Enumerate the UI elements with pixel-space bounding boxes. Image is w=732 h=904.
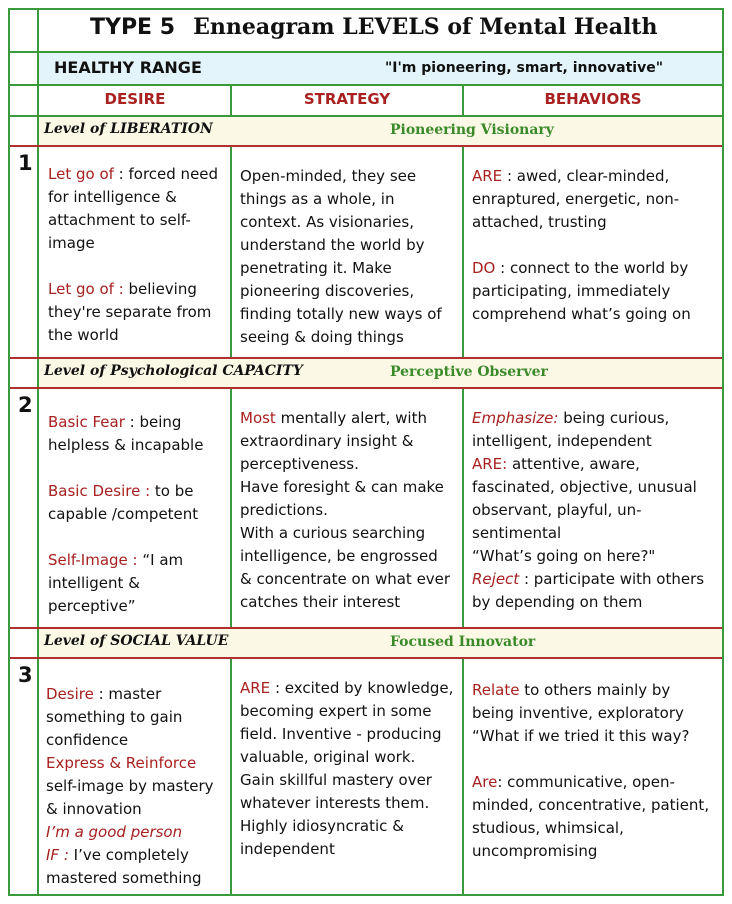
behavior-text: : participate with others by depending on them — [472, 570, 705, 611]
strategy-line: With a curious searching intelligence, be engrossed & concentrate on what ever catches their interest — [240, 524, 451, 611]
divider — [10, 894, 722, 896]
desire-text: I’ve completely mastered something — [46, 846, 202, 887]
behavior-text: attentive, aware, fascinated, objective, unusual observant, playful, un-sentimental — [472, 455, 697, 542]
level-2-body — [10, 389, 722, 627]
column-divider — [462, 389, 464, 627]
level-2-name: Level of Psychological CAPACITY — [44, 363, 303, 379]
gutter — [10, 389, 39, 627]
behavior-entry — [472, 453, 718, 545]
level-1-title: Pioneering Visionary — [390, 122, 554, 138]
desire-entry — [46, 683, 226, 752]
level-3-behaviors — [472, 679, 712, 863]
level-1-behaviors — [472, 165, 712, 326]
level-3-number: 3 — [18, 663, 33, 687]
behavior-text: “What’s going on here?" — [472, 547, 656, 565]
desire-key: I’m a good person — [46, 823, 183, 841]
desire-key: Express & Reinforce — [46, 754, 197, 772]
gutter — [10, 147, 39, 357]
column-header-desire: DESIRE — [104, 90, 166, 108]
level-3-name: Level of SOCIAL VALUE — [44, 633, 229, 649]
column-divider — [230, 659, 232, 894]
desire-entry — [48, 163, 226, 255]
behavior-key: Reject — [472, 570, 520, 588]
levels-table — [8, 8, 724, 896]
behavior-text: to others mainly by being inventive, exploratory “What if we tried it this way? — [472, 681, 690, 745]
desire-text: believing they're separate from the world — [48, 280, 212, 344]
behavior-text: : communicative, open-minded, concentrative, patient, studious, whimsical, uncompromising — [472, 773, 710, 860]
behavior-entry — [472, 568, 718, 614]
type-label: TYPE 5 — [90, 15, 176, 40]
desire-text: : forced need for intelligence & attachment to self-image — [48, 165, 219, 252]
level-2-header — [10, 359, 722, 387]
desire-entry — [48, 480, 226, 526]
desire-entry — [48, 549, 226, 618]
desire-key: Desire — [46, 685, 94, 703]
column-header-behaviors: BEHAVIORS — [544, 90, 642, 108]
strategy-key: Most — [240, 409, 276, 427]
desire-key: Let go of — [48, 165, 114, 183]
desire-entry — [46, 844, 226, 890]
behavior-entry — [472, 771, 712, 863]
healthy-range-row — [10, 53, 722, 84]
behavior-key: ARE — [472, 167, 503, 185]
desire-entry — [48, 278, 226, 347]
behavior-key: Relate — [472, 681, 520, 699]
level-1-header — [10, 117, 722, 145]
title-row — [10, 10, 722, 51]
desire-key: Self-Image : — [48, 551, 138, 569]
gutter — [10, 10, 39, 51]
strategy-line: Have foresight & can make predictions. — [240, 478, 444, 519]
gutter — [10, 359, 39, 387]
desire-key: Let go of : — [48, 280, 124, 298]
desire-entry — [48, 411, 226, 457]
level-1-name: Level of LIBERATION — [44, 121, 213, 137]
level-3-header — [10, 629, 722, 657]
level-2-desire — [48, 411, 226, 618]
desire-text: to be capable /competent — [48, 482, 199, 523]
desire-text: self-image by mastery & innovation — [46, 777, 214, 818]
behavior-entry — [472, 165, 712, 234]
level-3-desire — [46, 683, 226, 890]
behavior-key: Are — [472, 773, 498, 791]
level-3-strategy — [240, 677, 454, 861]
desire-key: IF : — [46, 846, 69, 864]
strategy-text: mentally alert, with extraordinary insight & perceptiveness. — [240, 409, 427, 473]
behavior-entry — [472, 679, 712, 748]
column-divider — [462, 147, 464, 357]
desire-text: : master something to gain confidence — [46, 685, 183, 749]
behavior-key: DO — [472, 259, 496, 277]
behavior-text: : connect to the world by participating, immediately comprehend what’s going on — [472, 259, 691, 323]
desire-entry — [46, 752, 226, 821]
healthy-range-label: HEALTHY RANGE — [54, 58, 202, 77]
level-1-strategy: Open-minded, they see things as a whole, in context. As visionaries, understand the world by penetrating it. Make pioneering discoveries, finding totally new ways of seeing & doing things — [240, 167, 442, 346]
level-2-title: Perceptive Observer — [390, 364, 548, 380]
level-3-title: Focused Innovator — [390, 634, 536, 650]
level-1-number: 1 — [18, 151, 33, 175]
level-2-behaviors — [472, 407, 718, 614]
gutter — [10, 117, 39, 145]
level-1-body — [10, 147, 722, 357]
behavior-entry — [472, 257, 712, 326]
desire-entry — [46, 821, 226, 844]
behavior-entry — [472, 545, 718, 568]
gutter — [10, 629, 39, 657]
column-divider — [230, 389, 232, 627]
strategy-key: ARE — [240, 679, 271, 697]
behavior-key: Emphasize: — [472, 409, 559, 427]
strategy-line — [240, 407, 454, 476]
level-2-number: 2 — [18, 393, 33, 417]
title-main: Enneagram LEVELS of Mental Health — [193, 14, 658, 40]
column-divider — [462, 659, 464, 894]
behavior-key: ARE: — [472, 455, 508, 473]
desire-text: “I am intelligent & perceptive” — [48, 551, 184, 615]
page-title — [90, 14, 657, 40]
column-header-row — [10, 86, 722, 115]
behavior-text: being curious, intelligent, independent — [472, 409, 670, 450]
gutter — [10, 659, 39, 894]
strategy-text: : excited by knowledge, becoming expert in some field. Inventive - producing valuable, original work. Gain skillful mastery over whatever interests them. Highly idiosyncratic & independent — [240, 679, 454, 858]
level-1-desire — [48, 163, 226, 347]
desire-text: : being helpless & incapable — [48, 413, 204, 454]
desire-key: Basic Fear — [48, 413, 125, 431]
behavior-entry — [472, 407, 718, 453]
behavior-text: : awed, clear-minded, enraptured, energetic, non-attached, trusting — [472, 167, 680, 231]
gutter — [10, 86, 39, 115]
healthy-range-quote: "I'm pioneering, smart, innovative" — [385, 60, 664, 76]
column-divider — [230, 147, 232, 357]
desire-key: Basic Desire : — [48, 482, 151, 500]
level-3-body — [10, 659, 722, 894]
level-2-strategy — [240, 407, 454, 614]
column-header-strategy: STRATEGY — [303, 90, 391, 108]
gutter — [10, 53, 39, 84]
